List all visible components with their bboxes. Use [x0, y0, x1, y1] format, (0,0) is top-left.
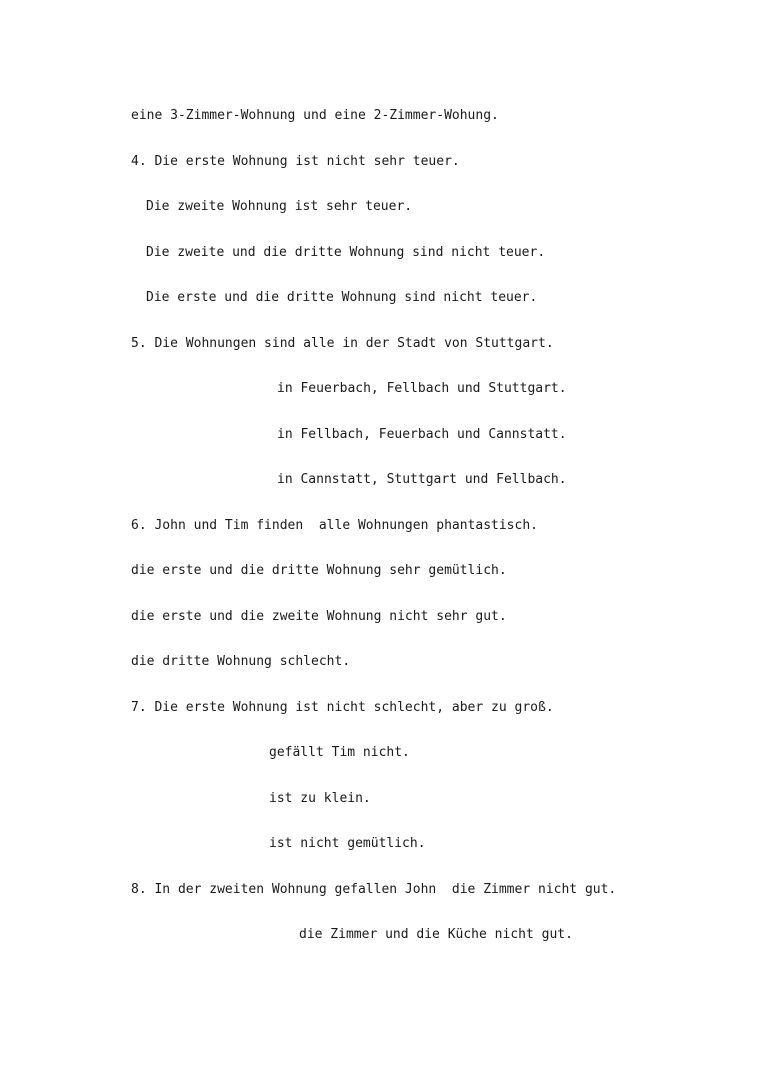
text-line: 5. Die Wohnungen sind alle in der Stadt von Stuttgart.	[131, 336, 554, 351]
text-line: Die zweite und die dritte Wohnung sind nicht teuer.	[146, 245, 546, 260]
text-line: 4. Die erste Wohnung ist nicht sehr teuer.	[131, 154, 460, 169]
text-line: Die erste und die dritte Wohnung sind nicht teuer.	[146, 290, 538, 305]
text-line: gefällt Tim nicht.	[269, 745, 410, 760]
text-line: in Feuerbach, Fellbach und Stuttgart.	[277, 381, 567, 396]
text-line: in Cannstatt, Stuttgart und Fellbach.	[277, 472, 567, 487]
text-line: 6. John und Tim finden alle Wohnungen phantastisch.	[131, 518, 538, 533]
text-line: 7. Die erste Wohnung ist nicht schlecht, aber zu groß.	[131, 700, 554, 715]
text-line: 8. In der zweiten Wohnung gefallen John die Zimmer nicht gut.	[131, 882, 617, 897]
text-line: ist nicht gemütlich.	[269, 836, 426, 851]
text-line: in Fellbach, Feuerbach und Cannstatt.	[277, 427, 567, 442]
text-line: die Zimmer und die Küche nicht gut.	[299, 927, 573, 942]
text-line: ist zu klein.	[269, 791, 371, 806]
text-line: die dritte Wohnung schlecht.	[131, 654, 351, 669]
text-line: Die zweite Wohnung ist sehr teuer.	[146, 199, 413, 214]
text-line: die erste und die zweite Wohnung nicht sehr gut.	[131, 609, 507, 624]
text-line: eine 3-Zimmer-Wohnung und eine 2-Zimmer-Wohung.	[131, 108, 499, 123]
text-line: die erste und die dritte Wohnung sehr gemütlich.	[131, 563, 507, 578]
